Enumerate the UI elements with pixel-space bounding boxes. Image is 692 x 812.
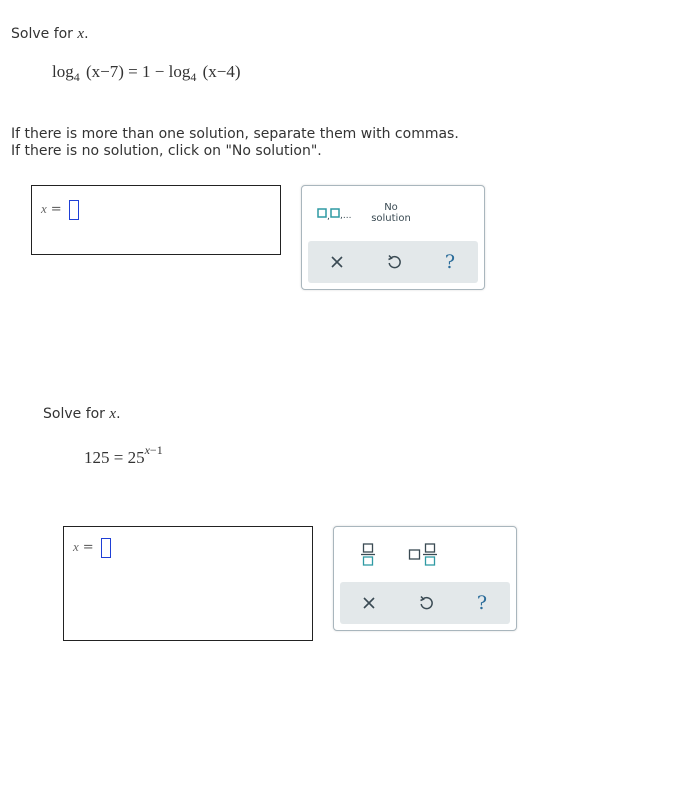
prompt-variable: x [77, 26, 85, 42]
exponent [145, 443, 163, 457]
prompt-text: Solve for [43, 406, 105, 422]
answer-input-box[interactable] [63, 526, 313, 641]
math-toolbar [301, 185, 485, 290]
log-base: 4 [190, 70, 197, 84]
close-icon [330, 255, 344, 269]
problem1-equation [52, 62, 241, 82]
problem1-prompt [11, 26, 89, 43]
action-bar [340, 582, 510, 624]
log-function: log [168, 62, 191, 81]
undo-button[interactable] [411, 590, 441, 616]
prompt-period: . [116, 406, 121, 422]
undo-button[interactable] [379, 249, 409, 275]
mixed-number-icon [408, 542, 438, 566]
exponent-variable: x [144, 443, 150, 457]
prompt-variable: x [109, 406, 117, 422]
exponent-rest: −1 [149, 443, 163, 457]
no-solution-label: No [384, 202, 398, 213]
answer-input-field[interactable] [101, 538, 111, 558]
log-argument: (x−7) [85, 62, 124, 81]
equals-sign: = [113, 448, 124, 467]
clear-button[interactable] [354, 590, 384, 616]
help-button[interactable] [467, 589, 497, 617]
instructions [11, 126, 459, 160]
list-template-button[interactable] [312, 200, 356, 226]
svg-text:,: , [327, 212, 330, 221]
clear-button[interactable] [322, 249, 352, 275]
fraction-button[interactable] [354, 539, 382, 569]
undo-icon [418, 595, 434, 611]
mixed-number-button[interactable] [406, 539, 440, 569]
answer-variable: x [41, 200, 47, 216]
log-function: log [52, 62, 74, 81]
problem2-prompt [43, 406, 121, 423]
problem2-equation [84, 443, 163, 468]
answer-equals: = [82, 539, 94, 555]
answer-equals: = [50, 201, 62, 217]
answer-row [41, 200, 79, 220]
prompt-text: Solve for [11, 26, 73, 42]
close-icon [362, 596, 376, 610]
answer-row [73, 538, 111, 558]
help-icon: ? [444, 251, 456, 273]
log-base: 4 [73, 70, 80, 84]
answer-input-field[interactable] [69, 200, 79, 220]
lhs-value: 125 [84, 448, 110, 467]
prompt-period: . [84, 26, 89, 42]
rhs-constant: 1 − [142, 62, 165, 81]
action-bar [308, 241, 478, 283]
power-base: 25 [127, 448, 145, 467]
help-icon: ? [476, 592, 488, 614]
answer-variable: x [73, 538, 79, 554]
answer-input-box[interactable] [31, 185, 281, 255]
math-toolbar [333, 526, 517, 631]
no-solution-button[interactable] [366, 200, 416, 226]
equals-sign: = [128, 62, 138, 81]
instruction-line: If there is more than one solution, separate them with commas. [11, 126, 459, 142]
fraction-icon [360, 542, 376, 566]
svg-text:,...: ,... [340, 211, 352, 221]
no-solution-label: solution [371, 213, 411, 224]
undo-icon [386, 254, 402, 270]
log-argument: (x−4) [202, 62, 241, 81]
instruction-line: If there is no solution, click on "No solution". [11, 143, 322, 159]
list-template-icon [314, 205, 354, 221]
help-button[interactable] [435, 248, 465, 276]
